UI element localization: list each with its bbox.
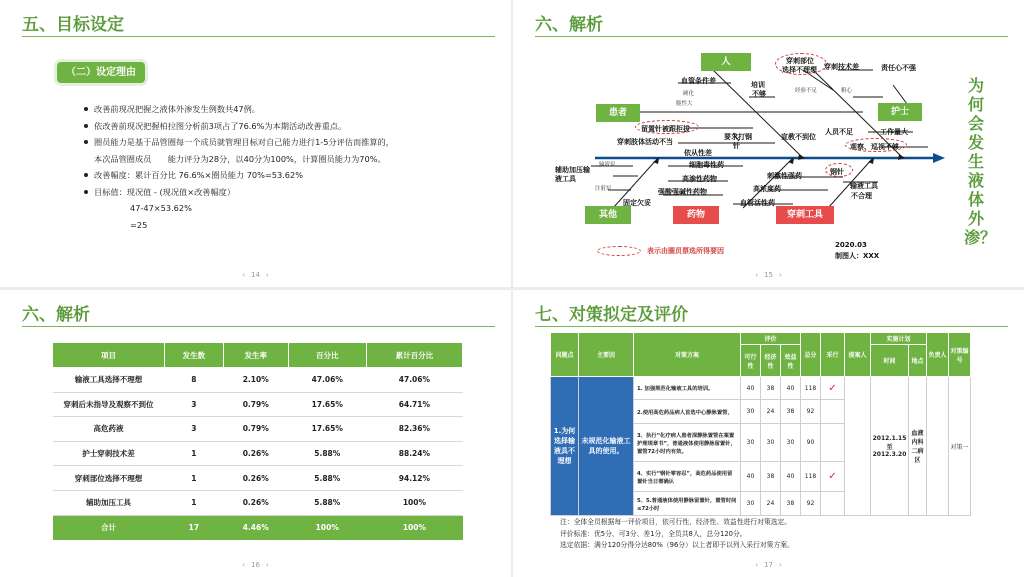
cause-label: 血管活性药 <box>740 199 775 207</box>
cell-total: 118 <box>801 377 821 400</box>
cause-label: 高渗性药物 <box>682 175 717 183</box>
table-header-row <box>53 343 463 368</box>
cell-economy: 38 <box>761 377 781 400</box>
cell-item: 输液工具选择不理想 <box>53 368 165 393</box>
proposer-cell <box>845 377 871 516</box>
adopt-cell <box>821 400 845 424</box>
cell-item: 高危药液 <box>53 417 165 442</box>
cell-rate: 0.79% <box>223 392 288 417</box>
category-box-drug: 药物 <box>673 206 719 224</box>
bullet-2: 依改善前现况把握柏拉图分析前3项占了76.6%为本期活动改善重点。 <box>84 118 504 135</box>
cause-label: 不合理 <box>851 192 872 200</box>
time-cell: 2012.1.15至2012.3.20 <box>871 377 909 516</box>
col-header-economy: 经济性 <box>761 345 781 377</box>
col-header-cause: 主要因 <box>579 333 634 377</box>
cell-cumulative: 64.71% <box>366 392 462 417</box>
formula-line-1: 47-47×53.62% <box>130 203 192 213</box>
col-header-problem: 问题点 <box>551 333 579 377</box>
col-header-adopt: 采行 <box>821 333 845 377</box>
table-row <box>53 490 463 515</box>
cause-label: 依从性差 <box>684 149 712 157</box>
table-row <box>53 441 463 466</box>
page-number: ‹ 15 › <box>755 271 782 279</box>
evaluation-notes <box>560 517 794 552</box>
cell-percent: 5.88% <box>288 441 366 466</box>
note-line: 注：全体全员根据每一评价项目，依可行性、经济性、效益性进行对策选定。 <box>560 518 792 526</box>
vertical-question-title: 为何会发生液体外渗？ <box>964 76 997 247</box>
cell-economy: 30 <box>761 424 781 462</box>
cell-total: 118 <box>801 462 821 492</box>
cell-count: 8 <box>165 368 224 393</box>
cell-cumulative: 88.24% <box>366 441 462 466</box>
cell-rate: 0.26% <box>223 466 288 491</box>
cell-rate: 2.10% <box>223 368 288 393</box>
voted-cause-oval <box>635 120 699 134</box>
reason-list <box>84 101 504 233</box>
bullet-3: 圈员能力是基于品管圈每一个成员就管理目标对自己能力进行1-5分评估而推算的， <box>84 134 504 151</box>
slide-title: 七、对策拟定及评价 <box>535 305 688 325</box>
cell-percent: 5.88% <box>288 490 366 515</box>
cell-item: 合计 <box>53 515 165 540</box>
cause-label: 血管条件差 <box>681 77 716 85</box>
category-box-people: 人 <box>701 53 751 71</box>
cell-percent: 17.65% <box>288 392 366 417</box>
cell-feasibility: 30 <box>741 492 761 516</box>
pareto-table <box>52 342 463 540</box>
plan-cell: 3、执行“化疗病人患者深静脉置管在案置护理规章书”，普通液体使用静脉留置针，置管72小时内有效。 <box>634 424 741 462</box>
cell-item: 护士穿刺技术差 <box>53 441 165 466</box>
cause-label: 选择不理想 <box>782 66 817 74</box>
bullet-5: 目标值：现况值 - (现况值×改善幅度） <box>84 184 504 201</box>
cause-label: 穿刺肢体活动不当 <box>617 138 673 146</box>
cell-economy: 38 <box>761 462 781 492</box>
cause-label: 脆性大 <box>676 101 693 107</box>
cell-feasibility: 30 <box>741 424 761 462</box>
cause-label: 辅助加压输 <box>555 166 590 174</box>
cell-total: 90 <box>801 424 821 462</box>
note-line: 评价标准：优5分、可3分、差1分，全员共8人，总分120分。 <box>560 529 747 538</box>
col-header-eval: 评价 <box>741 333 801 345</box>
col-header-place: 地点 <box>909 345 927 377</box>
cause-label: 注射泵 <box>595 186 612 192</box>
page-number: ‹ 17 › <box>755 561 782 569</box>
slide-title: 六、解析 <box>22 305 90 325</box>
slide-14 <box>0 0 511 287</box>
cause-label: 不够 <box>752 90 766 98</box>
col-header: 发生数 <box>165 343 224 368</box>
legend-oval <box>597 246 641 256</box>
cell-cumulative: 100% <box>366 490 462 515</box>
cell-rate: 0.26% <box>223 490 288 515</box>
cell-effect: 40 <box>781 377 801 400</box>
problem-cell: 1.为何选择输液具不理想 <box>551 377 579 516</box>
table-row <box>53 466 463 491</box>
measure-no-cell: 对策一 <box>949 377 971 516</box>
slide-16 <box>0 290 511 577</box>
category-box-nurse: 护士 <box>878 103 922 121</box>
cause-label: 固定欠妥 <box>623 199 651 207</box>
page-number: ‹ 14 › <box>242 271 269 279</box>
col-header: 发生率 <box>223 343 288 368</box>
adopt-cell <box>821 424 845 462</box>
cause-label: 液工具 <box>555 175 576 183</box>
cell-cumulative: 100% <box>366 515 462 540</box>
cause-label: 细胞毒性药 <box>689 161 724 169</box>
cell-cumulative: 82.36% <box>366 417 462 442</box>
cell-item: 穿刺部位选择不理想 <box>53 466 165 491</box>
col-header: 累计百分比 <box>366 343 462 368</box>
cause-label: 硬化 <box>683 91 695 97</box>
cell-rate: 0.26% <box>223 441 288 466</box>
cell-item: 穿刺后未指导及观察不到位 <box>53 392 165 417</box>
col-header: 项目 <box>53 343 165 368</box>
cell-percent: 47.06% <box>288 368 366 393</box>
cause-label: 经验不足 <box>795 88 818 94</box>
table-row <box>53 392 463 417</box>
category-box-other: 其他 <box>585 206 631 224</box>
bullet-1: 改善前现况把握之液体外渗发生例数共47例。 <box>84 101 504 118</box>
cell-rate: 4.46% <box>223 515 288 540</box>
page-number: ‹ 16 › <box>242 561 269 569</box>
voted-cause-oval <box>845 138 907 152</box>
cell-effect: 38 <box>781 400 801 424</box>
cell-effect: 30 <box>781 424 801 462</box>
slide-title: 五、目标设定 <box>22 15 124 35</box>
col-header-time: 时间 <box>871 345 909 377</box>
cell-effect: 40 <box>781 462 801 492</box>
cause-label: 观察、巡视不够 <box>850 143 899 151</box>
col-header-proposer: 提案人 <box>845 333 871 377</box>
table-row <box>551 377 971 400</box>
cell-percent: 100% <box>288 515 366 540</box>
formula-line-2: =25 <box>130 219 148 230</box>
cause-label: 穿刺部位 <box>786 57 814 65</box>
col-header-effect: 效益性 <box>781 345 801 377</box>
slide-15 <box>513 0 1024 287</box>
col-header-impl: 实施计划 <box>871 333 927 345</box>
place-cell: 血液内科二病区 <box>909 377 927 516</box>
cell-count: 1 <box>165 466 224 491</box>
cell-economy: 24 <box>761 400 781 424</box>
cell-feasibility: 30 <box>741 400 761 424</box>
cell-count: 17 <box>165 515 224 540</box>
note-line: 选定依据：满分120分得分达80%（96分）以上者即予以列入采行对策方案。 <box>560 541 794 549</box>
cause-label: 输液泵 <box>599 162 616 168</box>
plan-cell: 4、实行“钢针零容忍”，高危药品使用留置针当日需确认 <box>634 462 741 492</box>
col-header-total: 总分 <box>801 333 821 377</box>
fishbone-lines <box>513 0 1024 287</box>
title-divider <box>535 326 1008 327</box>
col-header: 百分比 <box>288 343 366 368</box>
chart-date: 2020.03 <box>835 241 867 249</box>
voted-cause-oval <box>825 163 853 177</box>
cell-effect: 38 <box>781 492 801 516</box>
cause-label: 留置针被跟拒拔 <box>641 125 690 133</box>
cause-label: 高浓度药 <box>753 185 781 193</box>
bullet-4: 改善幅度：累计百分比 76.6%×圈员能力 70%=53.62% <box>84 167 504 184</box>
cell-total: 92 <box>801 492 821 516</box>
table-row <box>53 417 463 442</box>
cause-label: 宣教不到位 <box>781 133 816 141</box>
bullet-3-cont: 本次品管圈成员 能力评分为28分，以40分为100%，计算圈员能力为70%。 <box>94 153 386 164</box>
cause-label: 输液工具 <box>850 182 878 190</box>
cell-cumulative: 47.06% <box>366 368 462 393</box>
table-total-row <box>53 515 463 540</box>
col-header-plan: 对策方案 <box>634 333 741 377</box>
col-header-owner: 负责人 <box>927 333 949 377</box>
cause-label: 人员不足 <box>825 128 853 136</box>
slide-title: 六、解析 <box>535 15 603 35</box>
owner-cell <box>927 377 949 516</box>
cell-count: 3 <box>165 392 224 417</box>
countermeasure-table <box>550 332 971 516</box>
table-row <box>53 368 463 393</box>
legend-text: 表示由圈员票选所得要因 <box>647 247 724 255</box>
category-box-patient: 患者 <box>596 104 640 122</box>
cause-label: 粗心 <box>841 88 853 94</box>
cell-feasibility: 40 <box>741 377 761 400</box>
col-header-no: 对策编号 <box>949 333 971 377</box>
cell-feasibility: 40 <box>741 462 761 492</box>
category-box-puncture-tools: 穿刺工具 <box>776 206 834 224</box>
section-pill: （二）设定理由 <box>57 62 145 83</box>
col-header-feasibility: 可行性 <box>741 345 761 377</box>
cell-total: 92 <box>801 400 821 424</box>
cell-count: 1 <box>165 490 224 515</box>
title-divider <box>22 326 495 327</box>
cause-label: 工作量大 <box>880 128 908 136</box>
cause-label: 培训 <box>751 81 765 89</box>
cause-label: 要求打钢 <box>724 133 752 141</box>
adopt-cell <box>821 492 845 516</box>
cell-count: 3 <box>165 417 224 442</box>
plan-cell: 1. 加强规范化输液工具的培训。 <box>634 377 741 400</box>
cause-label: 穿刺技术差 <box>824 63 859 71</box>
cell-count: 1 <box>165 441 224 466</box>
cell-percent: 5.88% <box>288 466 366 491</box>
cell-item: 辅助加压工具 <box>53 490 165 515</box>
cause-label: 钢针 <box>830 168 844 176</box>
cause-label: 责任心不强 <box>881 64 916 72</box>
check-icon: ✓ <box>821 377 845 400</box>
cell-economy: 24 <box>761 492 781 516</box>
cause-label: 刺激性强药 <box>767 172 802 180</box>
cause-cell: 未规范化输液工具的使用。 <box>579 377 634 516</box>
plan-cell: 2.使用高危药品病人首选中心静脉置管， <box>634 400 741 424</box>
cell-rate: 0.79% <box>223 417 288 442</box>
title-divider <box>22 36 495 37</box>
voted-cause-oval <box>775 53 827 75</box>
chart-author: 制图人：XXX <box>835 252 880 260</box>
plan-cell: 5、5.普通液体使用静脉留置针，置管时间≤72小时 <box>634 492 741 516</box>
cause-label: 针 <box>733 142 740 150</box>
check-icon: ✓ <box>821 462 845 492</box>
cell-cumulative: 94.12% <box>366 466 462 491</box>
cause-label: 强酸强碱性药物 <box>658 188 707 196</box>
cell-percent: 17.65% <box>288 417 366 442</box>
